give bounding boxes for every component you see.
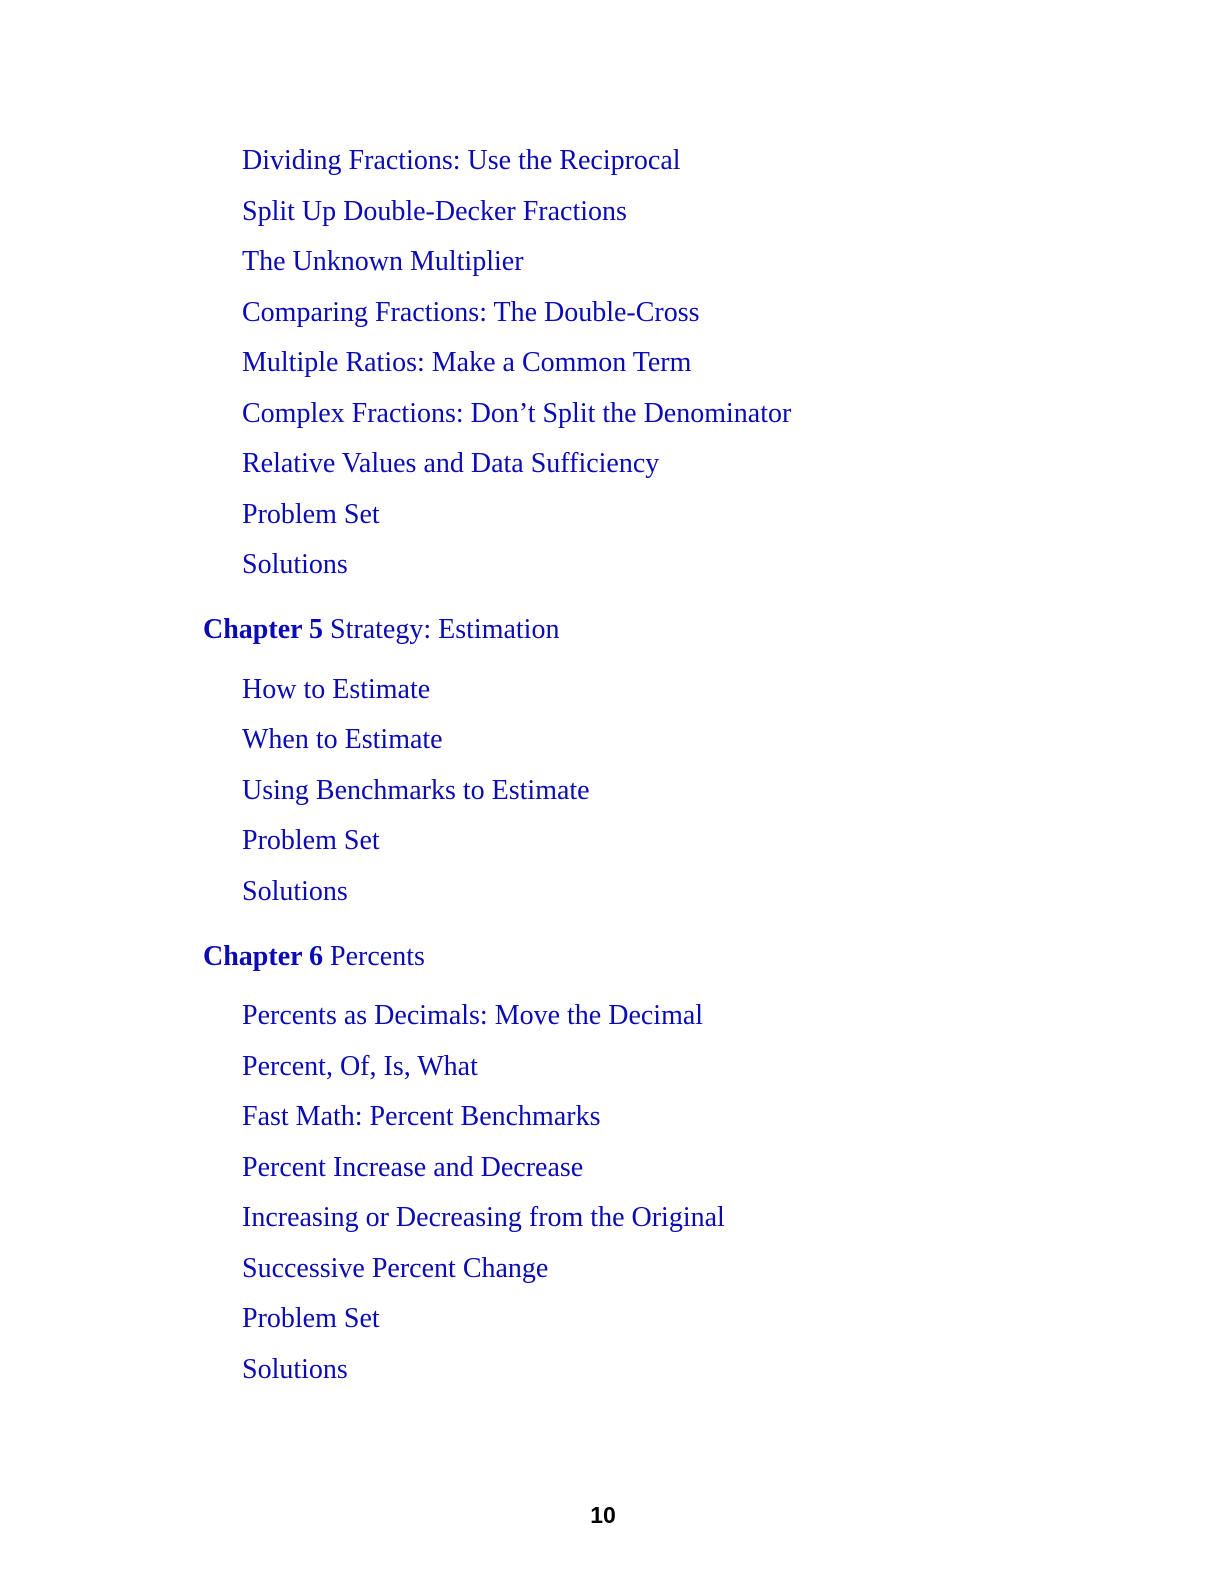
toc-link-successive-percent[interactable]: Successive Percent Change xyxy=(242,1253,549,1284)
toc-link-chapter6-problem-set[interactable]: Problem Set xyxy=(242,1303,380,1334)
toc-link-percents-as-decimals[interactable]: Percents as Decimals: Move the Decimal xyxy=(242,1000,704,1031)
toc-link-relative-values[interactable]: Relative Values and Data Sufficiency xyxy=(242,448,660,479)
toc-link-increasing-decreasing[interactable]: Increasing or Decreasing from the Original xyxy=(242,1202,725,1233)
page-number: 10 xyxy=(590,1502,616,1528)
toc-link-solutions[interactable]: Solutions xyxy=(242,549,348,580)
toc-link-chapter6-solutions[interactable]: Solutions xyxy=(242,1354,348,1385)
toc-link-problem-set[interactable]: Problem Set xyxy=(242,499,380,530)
toc-link-complex-fractions[interactable]: Complex Fractions: Don’t Split the Denominator xyxy=(242,398,792,429)
toc-link-dividing-fractions[interactable]: Dividing Fractions: Use the Reciprocal xyxy=(242,145,681,176)
toc-link-when-to-estimate[interactable]: When to Estimate xyxy=(242,724,443,755)
toc-link-how-to-estimate[interactable]: How to Estimate xyxy=(242,674,431,705)
toc-link-percent-of-is-what[interactable]: Percent, Of, Is, What xyxy=(242,1051,478,1082)
toc-link-comparing-fractions[interactable]: Comparing Fractions: The Double-Cross xyxy=(242,297,700,328)
toc-link-multiple-ratios[interactable]: Multiple Ratios: Make a Common Term xyxy=(242,347,692,378)
chapter-6-label: Chapter 6 xyxy=(203,941,324,972)
toc-link-chapter5-problem-set[interactable]: Problem Set xyxy=(242,825,380,856)
toc-link-double-decker-fractions[interactable]: Split Up Double-Decker Fractions xyxy=(242,196,627,227)
chapter-5-label: Chapter 5 xyxy=(203,614,324,645)
toc-link-percent-increase[interactable]: Percent Increase and Decrease xyxy=(242,1152,584,1183)
toc-link-fast-math[interactable]: Fast Math: Percent Benchmarks xyxy=(242,1101,601,1132)
chapter-6-heading[interactable] xyxy=(203,940,425,974)
toc-link-unknown-multiplier[interactable]: The Unknown Multiplier xyxy=(242,246,524,277)
toc-link-chapter5-solutions[interactable]: Solutions xyxy=(242,876,348,907)
chapter-5-title: Strategy: Estimation xyxy=(330,614,560,645)
toc-link-using-benchmarks[interactable]: Using Benchmarks to Estimate xyxy=(242,775,590,806)
chapter-5-heading[interactable] xyxy=(203,613,559,647)
chapter-6-title: Percents xyxy=(330,941,425,972)
